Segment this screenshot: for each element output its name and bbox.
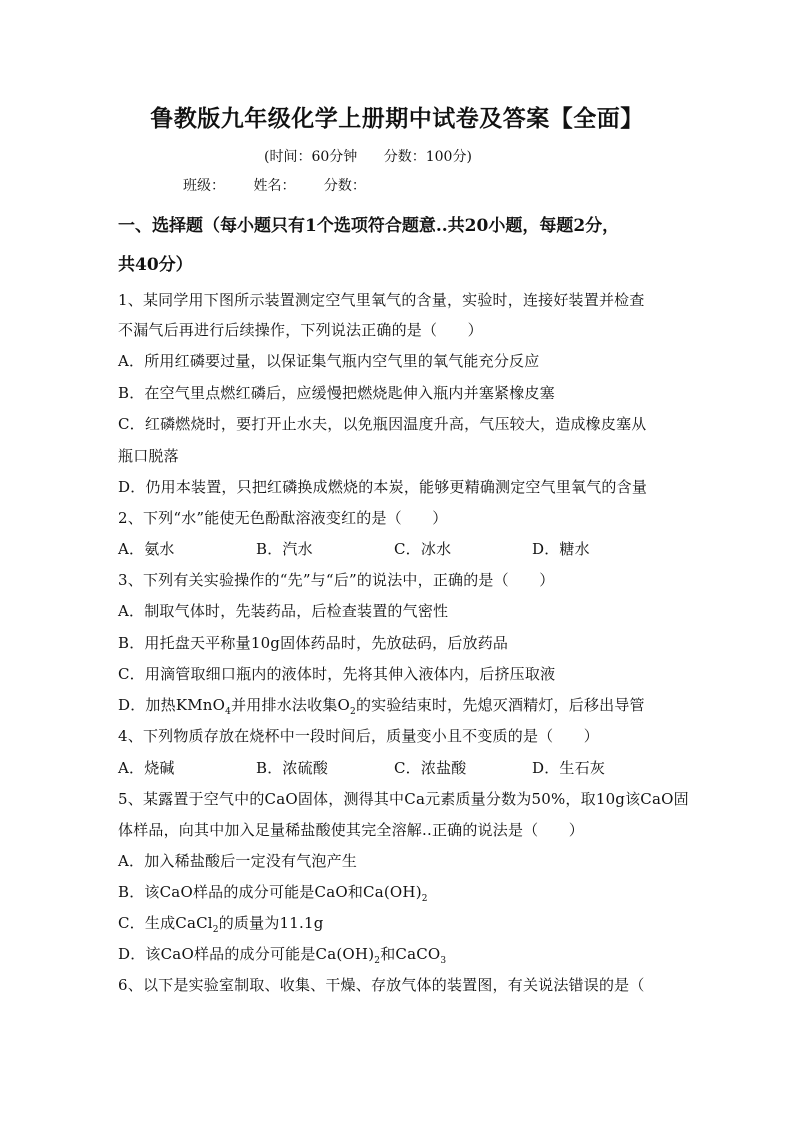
q1-option-b: B．在空气里点燃红磷后，应缓慢把燃烧匙伸入瓶内并塞紧橡皮塞 [118,384,555,402]
page-title: 鲁教版九年级化学上册期中试卷及答案【全面】 [150,105,644,132]
q3-option-c: C．用滴管取细口瓶内的液体时，先将其伸入液体内，后挤压取液 [118,665,556,683]
q3-option-d [118,694,645,717]
q5-d-text2: 和CaCO [380,945,441,963]
q1-option-c-line1: C．红磷燃烧时，要打开止水夫，以免瓶因温度升高，气压较大，造成橡皮塞从 [118,415,647,433]
q4-stem: 4、下列物质存放在烧杯中一段时间后，质量变小且不变质的是（ ） [118,727,599,745]
q4-option-d: D．生石灰 [532,759,606,777]
q2-stem: 2、下列“水”能使无色酚酞溶液变红的是（ ） [118,509,448,527]
q3-stem: 3、下列有关实验操作的“先”与“后”的说法中，正确的是（ ） [118,571,555,589]
exam-meta [264,146,472,166]
q1-option-d: D．仍用本装置，只把红磷换成燃烧的本炭，能够更精确测定空气里氧气的含量 [118,478,648,496]
q4-option-b: B．浓硫酸 [256,759,329,777]
q2-option-a: A．氨水 [118,540,175,558]
exam-score: 分数：100分) [383,149,472,165]
q1-option-a: A．所用红磷要过量，以保证集气瓶内空气里的氧气能充分反应 [118,352,540,370]
q5-c-sub: 2 [212,925,219,935]
q5-b-text: B．该CaO样品的成分可能是CaO和Ca(OH) [118,883,422,901]
q5-stem-line2: 体样品，向其中加入足量稀盐酸使其完全溶解..正确的说法是（ ） [118,821,584,839]
q5-option-a: A．加入稀盐酸后一定没有气泡产生 [118,852,358,870]
q2-option-b: B．汽水 [256,540,313,558]
q5-c-text2: 的质量为11.1g [218,914,324,932]
q5-b-sub: 2 [421,894,428,904]
q2-option-d: D．糖水 [532,540,590,558]
q4-options [118,757,670,778]
q3-d-sub1: 4 [225,707,232,717]
q3-d-text3: 的实验结束时，先熄灭酒精灯，后移出导管 [355,696,645,714]
q1-stem-line2: 不漏气后再进行后续操作，下列说法正确的是（ ） [118,321,483,339]
q3-d-sub2: 2 [350,707,356,717]
q3-option-b: B．用托盘天平称量10g固体药品时，先放砝码，后放药品 [118,634,509,652]
exam-time: (时间：60分钟 [264,149,358,165]
q5-d-sub2: 3 [440,956,447,966]
q4-option-c: C．浓盐酸 [394,759,467,777]
q1-stem-line1: 1、某同学用下图所示装置测定空气里氧气的含量，实验时，连接好装置并检查 [118,291,645,309]
q5-option-b [118,881,428,904]
q5-option-d [118,943,446,966]
q2-option-c: C．冰水 [394,540,452,558]
name-label: 姓名： [253,178,296,194]
q3-d-text2: 并用排水法收集O [231,696,350,714]
class-label: 班级： [183,178,225,194]
q2-options [118,538,670,559]
q6-stem: 6、以下是实验室制取、收集、干燥、存放气体的装置图，有关说法错误的是（ [118,976,645,994]
q5-option-c [118,912,324,935]
q4-option-a: A．烧碱 [118,759,175,777]
q5-d-sub1: 2 [374,956,381,966]
q5-stem-line1: 5、某露置于空气中的CaO固体，测得其中Ca元素质量分数为50%，取10g该CaO固 [118,790,689,808]
q5-d-text1: D．该CaO样品的成分可能是Ca(OH) [118,945,375,963]
section-heading-line1: 一、选择题（每小题只有1个选项符合题意..共20小题，每题2分， [118,216,620,236]
q5-c-text1: C．生成CaCl [118,914,213,932]
q1-option-c-line2: 瓶口脱落 [118,447,179,465]
q3-option-a: A．制取气体时，先装药品，后检查装置的气密性 [118,602,449,620]
points-label: 分数： [323,178,366,194]
section-heading-line2: 共40分） [118,255,193,275]
q3-d-text1: D．加热KMnO [118,696,226,714]
student-info [183,175,390,195]
